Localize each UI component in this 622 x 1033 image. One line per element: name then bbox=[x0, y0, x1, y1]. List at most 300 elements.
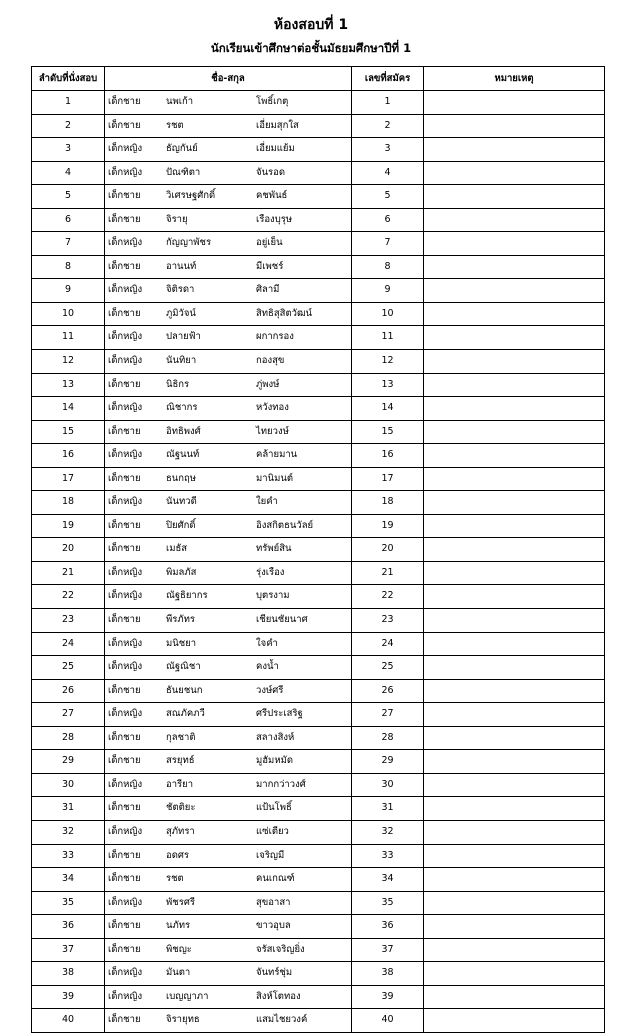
table-row bbox=[32, 467, 605, 491]
last-name: อยู่เย็น bbox=[256, 237, 283, 249]
seat-number-cell: 35 bbox=[32, 891, 105, 915]
first-name: พิชญะ bbox=[166, 943, 192, 955]
seat-number-cell: 9 bbox=[32, 279, 105, 303]
first-name: มนิชยา bbox=[166, 637, 197, 649]
name-prefix: เด็กชาย bbox=[108, 802, 141, 814]
first-name: เมธัส bbox=[166, 543, 188, 555]
first-name: นันทวดี bbox=[166, 496, 197, 508]
last-name: อิงสกิตธนวัลย์ bbox=[256, 519, 314, 531]
application-number-cell: 32 bbox=[352, 820, 424, 844]
remarks-cell bbox=[424, 538, 605, 562]
table-row bbox=[32, 985, 605, 1009]
seat-number-cell: 22 bbox=[32, 585, 105, 609]
name-prefix: เด็กหญิง bbox=[108, 708, 143, 720]
seat-number-cell: 3 bbox=[32, 138, 105, 162]
column-header-name: ชื่อ-สกุล bbox=[105, 67, 352, 91]
name-prefix: เด็กหญิง bbox=[108, 331, 143, 343]
remarks-cell bbox=[424, 844, 605, 868]
student-name-cell bbox=[105, 279, 352, 303]
remarks-cell bbox=[424, 962, 605, 986]
column-header-seat: ลำดับที่นั่งสอบ bbox=[32, 67, 105, 91]
last-name: แสมไชยวงค์ bbox=[256, 1014, 308, 1026]
last-name: จรัสเจริญยิ่ง bbox=[256, 943, 305, 955]
name-prefix: เด็กหญิง bbox=[108, 637, 143, 649]
table-row bbox=[32, 302, 605, 326]
name-prefix: เด็กหญิง bbox=[108, 825, 143, 837]
seat-number-cell: 28 bbox=[32, 726, 105, 750]
name-prefix: เด็กชาย bbox=[108, 1014, 141, 1026]
student-name-cell bbox=[105, 255, 352, 279]
last-name: แป้นโพธิ์ bbox=[256, 802, 292, 814]
last-name: สุขอาสา bbox=[256, 896, 291, 908]
last-name: บุตรงาม bbox=[256, 590, 290, 602]
first-name: ปัณฑิตา bbox=[166, 166, 201, 178]
seat-number-cell: 5 bbox=[32, 185, 105, 209]
column-header-remarks: หมายเหตุ bbox=[424, 67, 605, 91]
student-name-cell bbox=[105, 420, 352, 444]
seat-number-cell: 7 bbox=[32, 232, 105, 256]
seat-number-cell: 36 bbox=[32, 915, 105, 939]
table-row bbox=[32, 491, 605, 515]
seat-number-cell: 40 bbox=[32, 1009, 105, 1033]
table-row bbox=[32, 326, 605, 350]
last-name: เจริญมี bbox=[256, 849, 285, 861]
last-name: เอี่ยมแย้ม bbox=[256, 143, 295, 155]
last-name: คงน้ำ bbox=[256, 661, 279, 673]
remarks-cell bbox=[424, 232, 605, 256]
first-name: อานนท์ bbox=[166, 260, 197, 272]
table-row bbox=[32, 679, 605, 703]
application-number-cell: 38 bbox=[352, 962, 424, 986]
name-prefix: เด็กชาย bbox=[108, 684, 141, 696]
first-name: กัญญาพัชร bbox=[166, 237, 212, 249]
first-name: ณิชากร bbox=[166, 402, 198, 414]
name-prefix: เด็กหญิง bbox=[108, 166, 143, 178]
seat-number-cell: 29 bbox=[32, 750, 105, 774]
seat-number-cell: 38 bbox=[32, 962, 105, 986]
application-number-cell: 8 bbox=[352, 255, 424, 279]
remarks-cell bbox=[424, 255, 605, 279]
last-name: รุ่งเรือง bbox=[256, 566, 285, 578]
remarks-cell bbox=[424, 467, 605, 491]
seat-number-cell: 31 bbox=[32, 797, 105, 821]
first-name: ธันยชนก bbox=[166, 684, 203, 696]
student-name-cell bbox=[105, 444, 352, 468]
remarks-cell bbox=[424, 938, 605, 962]
seat-number-cell: 30 bbox=[32, 773, 105, 797]
table-row bbox=[32, 350, 605, 374]
last-name: ไทยวงษ์ bbox=[256, 425, 289, 437]
table-row bbox=[32, 703, 605, 727]
seat-number-cell: 37 bbox=[32, 938, 105, 962]
table-row bbox=[32, 279, 605, 303]
first-name: นภัทร bbox=[166, 920, 191, 932]
first-name: พีรภัทร bbox=[166, 614, 195, 626]
seat-number-cell: 15 bbox=[32, 420, 105, 444]
application-number-cell: 15 bbox=[352, 420, 424, 444]
remarks-cell bbox=[424, 632, 605, 656]
student-name-cell bbox=[105, 350, 352, 374]
application-number-cell: 4 bbox=[352, 161, 424, 185]
remarks-cell bbox=[424, 491, 605, 515]
student-name-cell bbox=[105, 985, 352, 1009]
name-prefix: เด็กชาย bbox=[108, 614, 141, 626]
seat-number-cell: 33 bbox=[32, 844, 105, 868]
last-name: โพธิ์เกตุ bbox=[256, 96, 289, 107]
remarks-cell bbox=[424, 820, 605, 844]
student-name-cell bbox=[105, 491, 352, 515]
first-name: จิรายุ bbox=[166, 213, 188, 225]
table-row bbox=[32, 538, 605, 562]
remarks-cell bbox=[424, 397, 605, 421]
seat-number-cell: 19 bbox=[32, 514, 105, 538]
first-name: เบญญาภา bbox=[166, 990, 209, 1002]
name-prefix: เด็กหญิง bbox=[108, 496, 143, 508]
student-name-cell bbox=[105, 632, 352, 656]
application-number-cell: 14 bbox=[352, 397, 424, 421]
application-number-cell: 31 bbox=[352, 797, 424, 821]
table-row bbox=[32, 844, 605, 868]
application-number-cell: 34 bbox=[352, 868, 424, 892]
application-number-cell: 36 bbox=[352, 915, 424, 939]
application-number-cell: 21 bbox=[352, 561, 424, 585]
first-name: ชัตติยะ bbox=[166, 802, 196, 814]
seat-number-cell: 4 bbox=[32, 161, 105, 185]
application-number-cell: 13 bbox=[352, 373, 424, 397]
student-name-cell bbox=[105, 514, 352, 538]
name-prefix: เด็กชาย bbox=[108, 378, 141, 390]
name-prefix: เด็กชาย bbox=[108, 213, 141, 225]
remarks-cell bbox=[424, 585, 605, 609]
seat-number-cell: 34 bbox=[32, 868, 105, 892]
application-number-cell: 29 bbox=[352, 750, 424, 774]
first-name: ภูมิวัจน์ bbox=[166, 307, 196, 319]
student-name-cell bbox=[105, 373, 352, 397]
application-number-cell: 27 bbox=[352, 703, 424, 727]
remarks-cell bbox=[424, 609, 605, 633]
seat-number-cell: 10 bbox=[32, 302, 105, 326]
table-row bbox=[32, 561, 605, 585]
name-prefix: เด็กหญิง bbox=[108, 778, 143, 790]
application-number-cell: 9 bbox=[352, 279, 424, 303]
student-name-cell bbox=[105, 208, 352, 232]
seat-number-cell: 26 bbox=[32, 679, 105, 703]
first-name: ณัฐนนท์ bbox=[166, 449, 200, 461]
table-row bbox=[32, 138, 605, 162]
student-name-cell bbox=[105, 561, 352, 585]
remarks-cell bbox=[424, 302, 605, 326]
application-number-cell: 23 bbox=[352, 609, 424, 633]
name-prefix: เด็กชาย bbox=[108, 543, 141, 555]
last-name: เรืองบุรุษ bbox=[256, 213, 293, 225]
seat-number-cell: 18 bbox=[32, 491, 105, 515]
last-name: เชียนชัยนาศ bbox=[256, 614, 308, 626]
first-name: นิธิกร bbox=[166, 378, 190, 390]
student-name-cell bbox=[105, 91, 352, 115]
remarks-cell bbox=[424, 91, 605, 115]
table-row bbox=[32, 185, 605, 209]
first-name: ณัฐธิยากร bbox=[166, 590, 208, 602]
last-name: หวังทอง bbox=[256, 402, 289, 414]
seat-number-cell: 6 bbox=[32, 208, 105, 232]
student-name-cell bbox=[105, 326, 352, 350]
name-prefix: เด็กชาย bbox=[108, 849, 141, 861]
first-name: อารียา bbox=[166, 778, 194, 790]
remarks-cell bbox=[424, 444, 605, 468]
first-name: รชต bbox=[166, 119, 184, 131]
table-row bbox=[32, 1009, 605, 1033]
header-row bbox=[32, 67, 605, 91]
last-name: กองสุข bbox=[256, 355, 285, 367]
last-name: แซ่เตียว bbox=[256, 825, 289, 837]
student-name-cell bbox=[105, 302, 352, 326]
remarks-cell bbox=[424, 326, 605, 350]
application-number-cell: 11 bbox=[352, 326, 424, 350]
name-prefix: เด็กหญิง bbox=[108, 402, 143, 414]
last-name: จันรอด bbox=[256, 166, 286, 178]
remarks-cell bbox=[424, 891, 605, 915]
seat-number-cell: 8 bbox=[32, 255, 105, 279]
name-prefix: เด็กชาย bbox=[108, 307, 141, 319]
student-name-cell bbox=[105, 726, 352, 750]
table-row bbox=[32, 609, 605, 633]
last-name: คชพันธ์ bbox=[256, 190, 288, 202]
remarks-cell bbox=[424, 373, 605, 397]
application-number-cell: 12 bbox=[352, 350, 424, 374]
remarks-cell bbox=[424, 797, 605, 821]
remarks-cell bbox=[424, 350, 605, 374]
application-number-cell: 37 bbox=[352, 938, 424, 962]
first-name: จิรายุทธ bbox=[166, 1014, 200, 1026]
student-name-cell bbox=[105, 114, 352, 138]
application-number-cell: 22 bbox=[352, 585, 424, 609]
remarks-cell bbox=[424, 915, 605, 939]
first-name: จิติรดา bbox=[166, 284, 195, 296]
last-name: ขาวอุบล bbox=[256, 920, 291, 932]
remarks-cell bbox=[424, 114, 605, 138]
first-name: พิมลภัส bbox=[166, 566, 197, 578]
table-row bbox=[32, 632, 605, 656]
last-name: จันทร์ชุ่ม bbox=[256, 967, 293, 979]
application-number-cell: 30 bbox=[352, 773, 424, 797]
student-name-cell bbox=[105, 656, 352, 680]
student-name-cell bbox=[105, 820, 352, 844]
first-name: รชต bbox=[166, 873, 184, 885]
first-name: ปลายฟ้า bbox=[166, 331, 201, 343]
name-prefix: เด็กหญิง bbox=[108, 355, 143, 367]
name-prefix: เด็กชาย bbox=[108, 425, 141, 437]
application-number-cell: 16 bbox=[352, 444, 424, 468]
last-name: วงษ์ศรี bbox=[256, 684, 284, 696]
table-row bbox=[32, 962, 605, 986]
seat-number-cell: 20 bbox=[32, 538, 105, 562]
last-name: มีเพชร์ bbox=[256, 260, 284, 272]
first-name: ณัฐณิชา bbox=[166, 661, 201, 673]
first-name: สณภัคภวี bbox=[166, 708, 205, 720]
seat-number-cell: 25 bbox=[32, 656, 105, 680]
student-name-cell bbox=[105, 585, 352, 609]
student-roster-table bbox=[31, 66, 605, 1033]
student-name-cell bbox=[105, 938, 352, 962]
table-row bbox=[32, 444, 605, 468]
application-number-cell: 2 bbox=[352, 114, 424, 138]
table-row bbox=[32, 114, 605, 138]
seat-number-cell: 32 bbox=[32, 820, 105, 844]
remarks-cell bbox=[424, 656, 605, 680]
student-name-cell bbox=[105, 1009, 352, 1033]
application-number-cell: 20 bbox=[352, 538, 424, 562]
application-number-cell: 19 bbox=[352, 514, 424, 538]
table-row bbox=[32, 208, 605, 232]
remarks-cell bbox=[424, 138, 605, 162]
seat-number-cell: 14 bbox=[32, 397, 105, 421]
last-name: คนเกณฑ์ bbox=[256, 873, 295, 885]
remarks-cell bbox=[424, 1009, 605, 1033]
first-name: ปิยศักดิ์ bbox=[166, 519, 196, 531]
first-name: อดศร bbox=[166, 849, 190, 861]
name-prefix: เด็กชาย bbox=[108, 755, 141, 767]
application-number-cell: 39 bbox=[352, 985, 424, 1009]
application-number-cell: 25 bbox=[352, 656, 424, 680]
table-body bbox=[32, 91, 605, 1033]
table-row bbox=[32, 255, 605, 279]
name-prefix: เด็กชาย bbox=[108, 873, 141, 885]
remarks-cell bbox=[424, 703, 605, 727]
student-name-cell bbox=[105, 868, 352, 892]
application-number-cell: 3 bbox=[352, 138, 424, 162]
name-prefix: เด็กชาย bbox=[108, 96, 141, 107]
remarks-cell bbox=[424, 679, 605, 703]
remarks-cell bbox=[424, 420, 605, 444]
name-prefix: เด็กหญิง bbox=[108, 284, 143, 296]
seat-number-cell: 39 bbox=[32, 985, 105, 1009]
first-name: วิเศรษฐศักดิ์ bbox=[166, 190, 216, 202]
last-name: มานิมนต์ bbox=[256, 472, 294, 484]
seat-number-cell: 16 bbox=[32, 444, 105, 468]
student-name-cell bbox=[105, 538, 352, 562]
name-prefix: เด็กชาย bbox=[108, 519, 141, 531]
last-name: มากกว่าวงศ์ bbox=[256, 778, 306, 790]
table-row bbox=[32, 373, 605, 397]
first-name: นพเก้า bbox=[166, 96, 194, 107]
name-prefix: เด็กหญิง bbox=[108, 967, 143, 979]
application-number-cell: 17 bbox=[352, 467, 424, 491]
remarks-cell bbox=[424, 726, 605, 750]
name-prefix: เด็กหญิง bbox=[108, 237, 143, 249]
application-number-cell: 1 bbox=[352, 91, 424, 115]
first-name: ธัญกันย์ bbox=[166, 143, 198, 155]
table-row bbox=[32, 773, 605, 797]
table-row bbox=[32, 397, 605, 421]
name-prefix: เด็กหญิง bbox=[108, 590, 143, 602]
student-name-cell bbox=[105, 962, 352, 986]
name-prefix: เด็กชาย bbox=[108, 119, 141, 131]
last-name: มูฮัมหมัด bbox=[256, 755, 294, 767]
table-row bbox=[32, 656, 605, 680]
seat-number-cell: 21 bbox=[32, 561, 105, 585]
page-title: ห้องสอบที่ 1 bbox=[273, 17, 349, 33]
student-name-cell bbox=[105, 750, 352, 774]
name-prefix: เด็กชาย bbox=[108, 731, 141, 743]
first-name: พัชรศรี bbox=[166, 896, 195, 908]
name-prefix: เด็กหญิง bbox=[108, 661, 143, 673]
last-name: สิทธิสุสิตวัฒน์ bbox=[256, 307, 313, 319]
table-row bbox=[32, 750, 605, 774]
student-name-cell bbox=[105, 161, 352, 185]
seat-number-cell: 17 bbox=[32, 467, 105, 491]
name-prefix: เด็กหญิง bbox=[108, 566, 143, 578]
table-row bbox=[32, 938, 605, 962]
remarks-cell bbox=[424, 985, 605, 1009]
last-name: คล้ายมาน bbox=[256, 449, 298, 461]
table-row bbox=[32, 915, 605, 939]
name-prefix: เด็กหญิง bbox=[108, 896, 143, 908]
remarks-cell bbox=[424, 750, 605, 774]
seat-number-cell: 23 bbox=[32, 609, 105, 633]
last-name: ผกากรอง bbox=[256, 331, 294, 343]
last-name: ใจคำ bbox=[256, 637, 278, 649]
table-row bbox=[32, 585, 605, 609]
first-name: มันตา bbox=[166, 967, 191, 979]
seat-number-cell: 11 bbox=[32, 326, 105, 350]
seat-number-cell: 1 bbox=[32, 91, 105, 115]
student-name-cell bbox=[105, 232, 352, 256]
name-prefix: เด็กหญิง bbox=[108, 449, 143, 461]
remarks-cell bbox=[424, 279, 605, 303]
first-name: อิทธิพงศ์ bbox=[166, 425, 201, 437]
student-name-cell bbox=[105, 467, 352, 491]
column-header-application-number: เลขที่สมัคร bbox=[352, 67, 424, 91]
first-name: สุภัทรา bbox=[166, 825, 195, 837]
table-row bbox=[32, 797, 605, 821]
table-row bbox=[32, 161, 605, 185]
name-prefix: เด็กชาย bbox=[108, 920, 141, 932]
student-name-cell bbox=[105, 185, 352, 209]
page-subtitle: นักเรียนเข้าศึกษาต่อชั้นมัธยมศึกษาปีที่ 1 bbox=[210, 41, 412, 55]
first-name: สรยุทธ์ bbox=[166, 755, 195, 767]
table-row bbox=[32, 891, 605, 915]
table-row bbox=[32, 820, 605, 844]
student-name-cell bbox=[105, 844, 352, 868]
remarks-cell bbox=[424, 185, 605, 209]
name-prefix: เด็กหญิง bbox=[108, 990, 143, 1002]
application-number-cell: 35 bbox=[352, 891, 424, 915]
table-row bbox=[32, 868, 605, 892]
remarks-cell bbox=[424, 208, 605, 232]
last-name: ใยคำ bbox=[256, 496, 278, 508]
table-row bbox=[32, 91, 605, 115]
remarks-cell bbox=[424, 514, 605, 538]
student-name-cell bbox=[105, 773, 352, 797]
seat-number-cell: 27 bbox=[32, 703, 105, 727]
last-name: ศรีประเสริฐ bbox=[256, 708, 303, 720]
application-number-cell: 6 bbox=[352, 208, 424, 232]
seat-number-cell: 13 bbox=[32, 373, 105, 397]
remarks-cell bbox=[424, 868, 605, 892]
student-name-cell bbox=[105, 797, 352, 821]
table-row bbox=[32, 232, 605, 256]
remarks-cell bbox=[424, 161, 605, 185]
student-name-cell bbox=[105, 609, 352, 633]
application-number-cell: 5 bbox=[352, 185, 424, 209]
table-row bbox=[32, 726, 605, 750]
name-prefix: เด็กชาย bbox=[108, 472, 141, 484]
last-name: ศิลามี bbox=[256, 284, 280, 296]
seat-number-cell: 12 bbox=[32, 350, 105, 374]
application-number-cell: 26 bbox=[352, 679, 424, 703]
table-header bbox=[32, 67, 605, 91]
last-name: ภู่พงษ์ bbox=[256, 378, 280, 390]
